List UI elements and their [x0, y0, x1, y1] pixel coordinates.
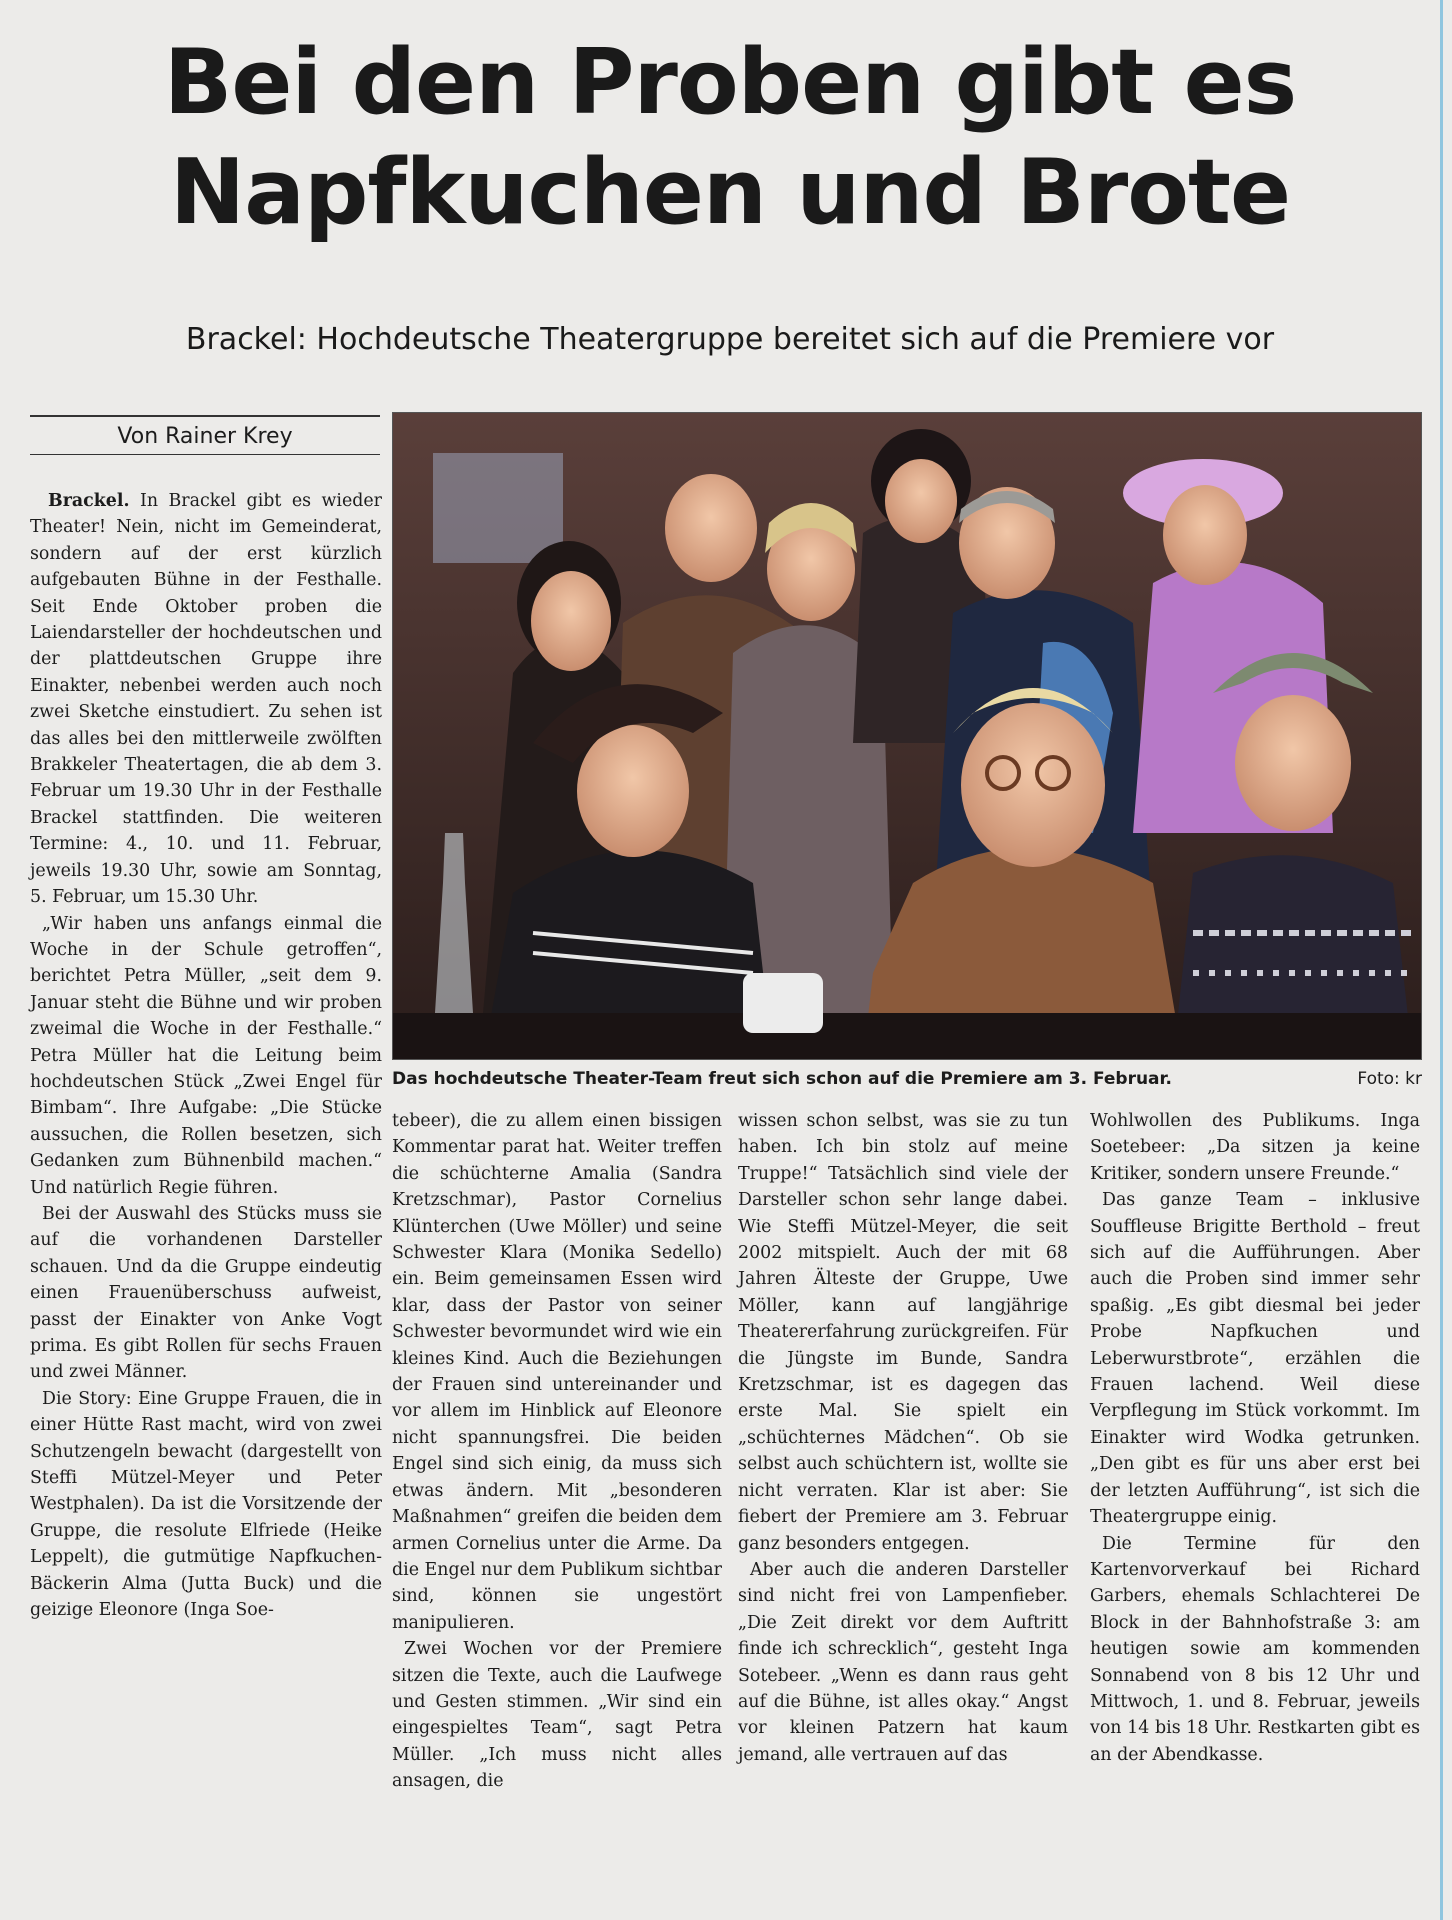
- paragraph-text: In Brackel gibt es wieder Theater! Nein, nicht im Gemeinderat, sondern auf der erst kürzlich aufgebauten Bühne in der Festhalle. Seit Ende Oktober proben die Laiendarsteller der hochdeutschen und der plattdeutschen Gruppe ihre Einakter, nebenbei werden auch noch zwei Sketche einstudiert. Zu sehen ist das alles bei den mittlerweile zwölften Brakkeler Theatertagen, die ab dem 3. Februar um 19.30 Uhr in der Festhalle Brackel stattfinden. Die weiteren Termine: 4., 10. und 11. Februar, jeweils 19.30 Uhr, sowie am Sonntag, 5. Februar, um 15.30 Uhr.: [30, 491, 382, 908]
- text-column-4: [1090, 1108, 1420, 1768]
- paragraph: Wohlwollen des Publikums. Inga Soetebeer: „Da sitzen ja keine Kritiker, sondern unsere Freunde.“: [1090, 1111, 1420, 1184]
- caption-text: Das hochdeutsche Theater-Team freut sich schon auf die Premiere am 3. Februar.: [392, 1069, 1172, 1089]
- photo-caption: [392, 1066, 1422, 1092]
- dateline: Brackel.: [48, 491, 130, 511]
- byline-rule-bottom: [30, 454, 380, 455]
- photo-credit: Foto: kr: [1357, 1069, 1422, 1089]
- text-column-3: [738, 1108, 1068, 1768]
- byline: Von Rainer Krey: [117, 424, 293, 449]
- paragraph: „Wir haben uns anfangs einmal die Woche in der Schule getroffen“, berichtet Petra Müller, „seit dem 9. Januar steht die Bühne und wir proben zweimal die Woche in der Festhalle.“ Petra Müller hat die Leitung beim hochdeutschen Stück „Zwei Engel für Bimbam“. Ihre Aufgabe: „Die Stücke aussuchen, die Rollen besetzen, sich Gedanken zum Bühnenbild machen.“ Und natürlich Regie führen.: [30, 913, 382, 1198]
- text-column-2: [392, 1108, 722, 1795]
- headline-line-1: Bei den Proben gibt es: [163, 30, 1297, 135]
- paragraph: Die Termine für den Kartenvorverkauf bei Richard Garbers, ehemals Schlachterei De Block in der Bahnhofstraße 3: am heutigen sowie am kommenden Sonnabend von 8 bis 12 Uhr und Mittwoch, 1. und 8. Februar, jeweils von 14 bis 18 Uhr. Restkarten gibt es an der Abendkasse.: [1090, 1533, 1420, 1765]
- paragraph: Die Story: Eine Gruppe Frauen, die in einer Hütte Rast macht, wird von zwei Schutzengeln bewacht (dargestellt von Steffi Mützel-Meyer und Peter Westphalen). Da ist die Vorsitzende der Gruppe, die resolute Elfriede (Heike Leppelt), die gutmütige Napfkuchen-Bäckerin Alma (Jutta Buck) und die geizige Eleonore (Inga Soe-: [30, 1388, 382, 1621]
- headline: [40, 28, 1420, 248]
- page-edge-rule: [1440, 0, 1443, 1920]
- subheadline: Brackel: Hochdeutsche Theatergruppe bereitet sich auf die Premiere vor: [185, 322, 1275, 357]
- paragraph: Das ganze Team – inklusive Souffleuse Brigitte Berthold – freut sich auf die Aufführungen. Aber auch die Proben sind immer sehr spaßig. „Es gibt diesmal bei jeder Probe Napfkuchen und Leberwurstbrote“, erzählen die Frauen lachend. Weil diese Verpflegung im Stück vorkommt. Im Einakter wird Wodka getrunken. „Den gibt es für uns aber erst bei der letzten Aufführung“, ist sich die Theatergruppe einig.: [1090, 1190, 1420, 1528]
- byline-rule-top: [30, 415, 380, 417]
- paragraph: Zwei Wochen vor der Premiere sitzen die Texte, auch die Laufwege und Gesten stimmen. „Wir sind ein eingespieltes Team“, sagt Petra Müller. „Ich muss nicht alles ansagen, die: [392, 1639, 722, 1792]
- headline-line-2: Napfkuchen und Brote: [169, 140, 1291, 245]
- paragraph: wissen schon selbst, was sie zu tun haben. Ich bin stolz auf meine Truppe!“ Tatsächlich sind viele der Darsteller schon sehr lange dabei. Wie Steffi Mützel-Meyer, die seit 2002 mitspielt. Auch der mit 68 Jahren Älteste der Gruppe, Uwe Möller, kann auf langjährige Theatererfahrung zurückgreifen. Für die Jüngste im Bunde, Sandra Kretzschmar, ist es dagegen das erste Mal. Sie spielt ein „schüchternes Mädchen“. Ob sie selbst auch schüchtern ist, wollte sie nicht verraten. Klar ist aber: Sie fiebert der Premiere am 3. Februar ganz besonders entgegen.: [738, 1111, 1068, 1554]
- paragraph: [30, 488, 382, 911]
- paragraph: Bei der Auswahl des Stücks muss sie auf die vorhandenen Darsteller schauen. Und da die Gruppe eindeutig einen Frauenüberschuss aufweist, passt der Einakter von Anke Vogt prima. Es gibt Rollen für sechs Frauen und zwei Männer.: [30, 1203, 382, 1383]
- group-photo: [392, 412, 1422, 1060]
- text-column-1: [30, 488, 382, 1623]
- paragraph: Aber auch die anderen Darsteller sind nicht frei von Lampenfieber. „Die Zeit direkt vor dem Auftritt finde ich schrecklich“, gesteht Inga Sotebeer. „Wenn es dann raus geht auf die Bühne, ist alles okay.“ Angst vor kleinen Patzern hat kaum jemand, alle vertrauen auf das: [738, 1559, 1068, 1765]
- paragraph: tebeer), die zu allem einen bissigen Kommentar parat hat. Weiter treffen die schüchterne Amalia (Sandra Kretzschmar), Pastor Cornelius Klünterchen (Uwe Möller) und seine Schwester Klara (Monika Sedello) ein. Beim gemeinsamen Essen wird klar, dass der Pastor von seiner Schwester bevormundet wird wie ein kleines Kind. Auch die Beziehungen der Frauen sind untereinander und vor allem im Hinblick auf Eleonore nicht spannungsfrei. Die beiden Engel sind sich einig, da muss sich etwas ändern. Mit „besonderen Maßnahmen“ greifen die beiden dem armen Cornelius unter die Arme. Da die Engel nur dem Publikum sichtbar sind, können sie ungestört manipulieren.: [392, 1111, 722, 1633]
